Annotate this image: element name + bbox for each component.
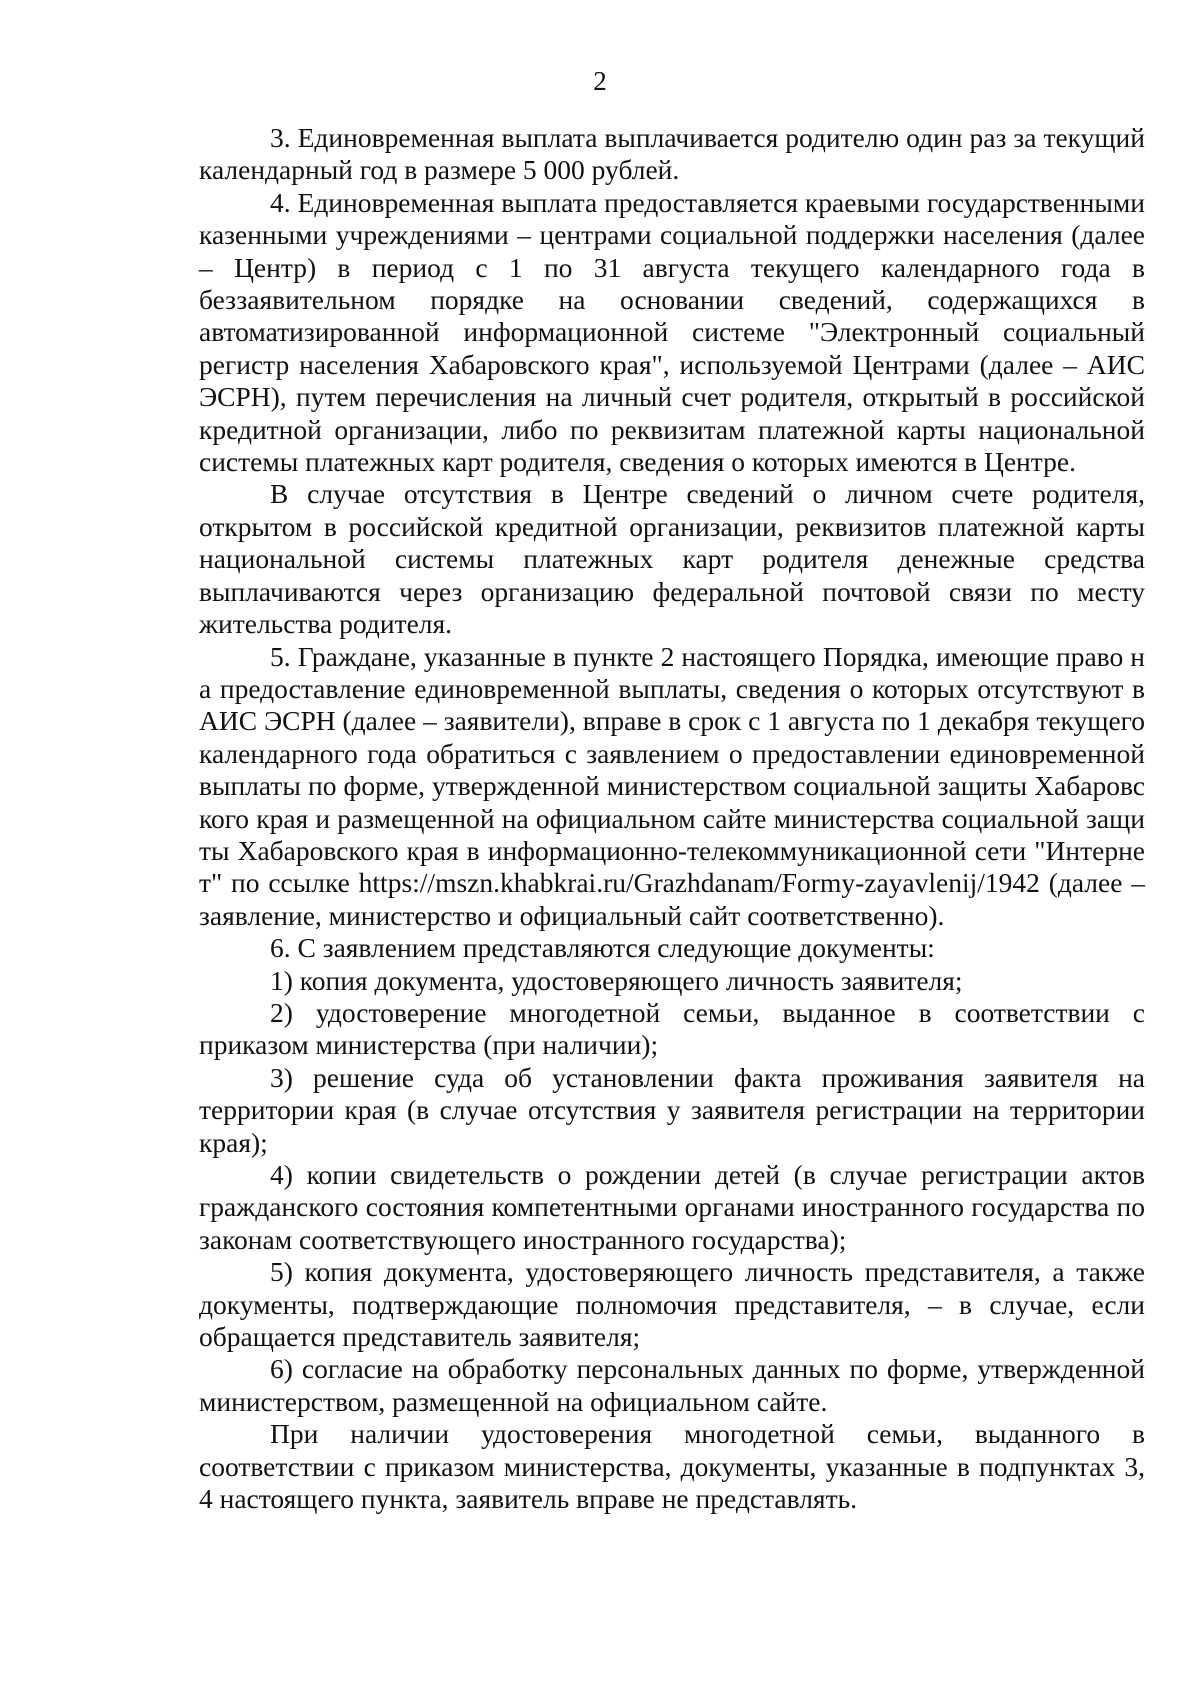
list-item-1: 1) копия документа, удостоверяющего личность заявителя; xyxy=(270,964,963,996)
document-body xyxy=(199,122,1145,1515)
paragraph-item-6: 6. С заявлением представляются следующие документы: xyxy=(270,932,935,964)
page-number: 2 xyxy=(593,66,607,96)
list-item-2: 2) удостоверение многодетной семьи, выданное в соответствии с приказом министерства (при наличии); xyxy=(199,996,1145,1061)
list-item-6: 6) согласие на обработку персональных данных по форме, утвержденной министерством, размещенной на официальном сайте. xyxy=(199,1353,1145,1417)
list-item-5: 5) копия документа, удостоверяющего личность представителя, а также документы, подтверждающие полномочия представителя, – в случае, если обращается представитель заявителя; xyxy=(199,1256,1145,1353)
paragraph-item-4-continuation: В случае отсутствия в Центре сведений о личном счете родителя, открытом в российской кредитной организации, реквизитов платежной карты национальной системы платежных карт родителя денежные средства выплачиваются через организацию федеральной почтовой связи по месту жительства родителя. xyxy=(199,478,1145,640)
paragraph-item-4: 4. Единовременная выплата предоставляется краевыми государственными казенными учреждениями – центрами социальной поддержки населения (далее – Центр) в период с 1 по 31 августа текущего календарного года в беззаявительном порядке на основании сведений, содержащихся в автоматизированной информационной системе "Электронный социальный регистр населения Хабаровского края", используемой Центрами (далее – АИС ЭСРН), путем перечисления на личный счет родителя, открытый в российской кредитной организации, либо по реквизитам платежной карты национальной системы платежных карт родителя, сведения о которых имеются в Центре. xyxy=(199,186,1145,478)
paragraph-item-3: 3. Единовременная выплата выплачивается родителю один раз за текущий календарный год в размере 5 000 рублей. xyxy=(199,122,1145,186)
list-item-3: 3) решение суда об установлении факта проживания заявителя на территории края (в случае отсутствия у заявителя регистрации на территории края); xyxy=(199,1061,1145,1158)
paragraph-item-5: 5. Граждане, указанные в пункте 2 настоящего Порядка, имеющие право на предоставление единовременной выплаты, сведения о которых отсутствуют в АИС ЭСРН (далее – заявители), вправе в срок с 1 августа по 1 декабря текущего календарного года обратиться с заявлением о предоставлении единовременной выплаты по форме, утвержденной министерством социальной защиты Хабаровского края и размещенной на официальном сайте министерства социальной защиты Хабаровского края в информационно-телекоммуникационной сети "Интернет" по ссылке https://mszn.khabkrai.ru/Grazhdanam/Formy-zayavlenij/1942 (далее – заявление, министерство и официальный сайт соответственно). xyxy=(199,640,1145,931)
paragraph-closing-note: При наличии удостоверения многодетной семьи, выданного в соответствии с приказом министерства, документы, указанные в подпунктах 3, 4 настоящего пункта, заявитель вправе не представлять. xyxy=(199,1418,1145,1515)
list-item-4: 4) копии свидетельств о рождении детей (в случае регистрации актов гражданского состояния компетентными органами иностранного государства по законам соответствующего иностранного государства); xyxy=(199,1159,1145,1255)
